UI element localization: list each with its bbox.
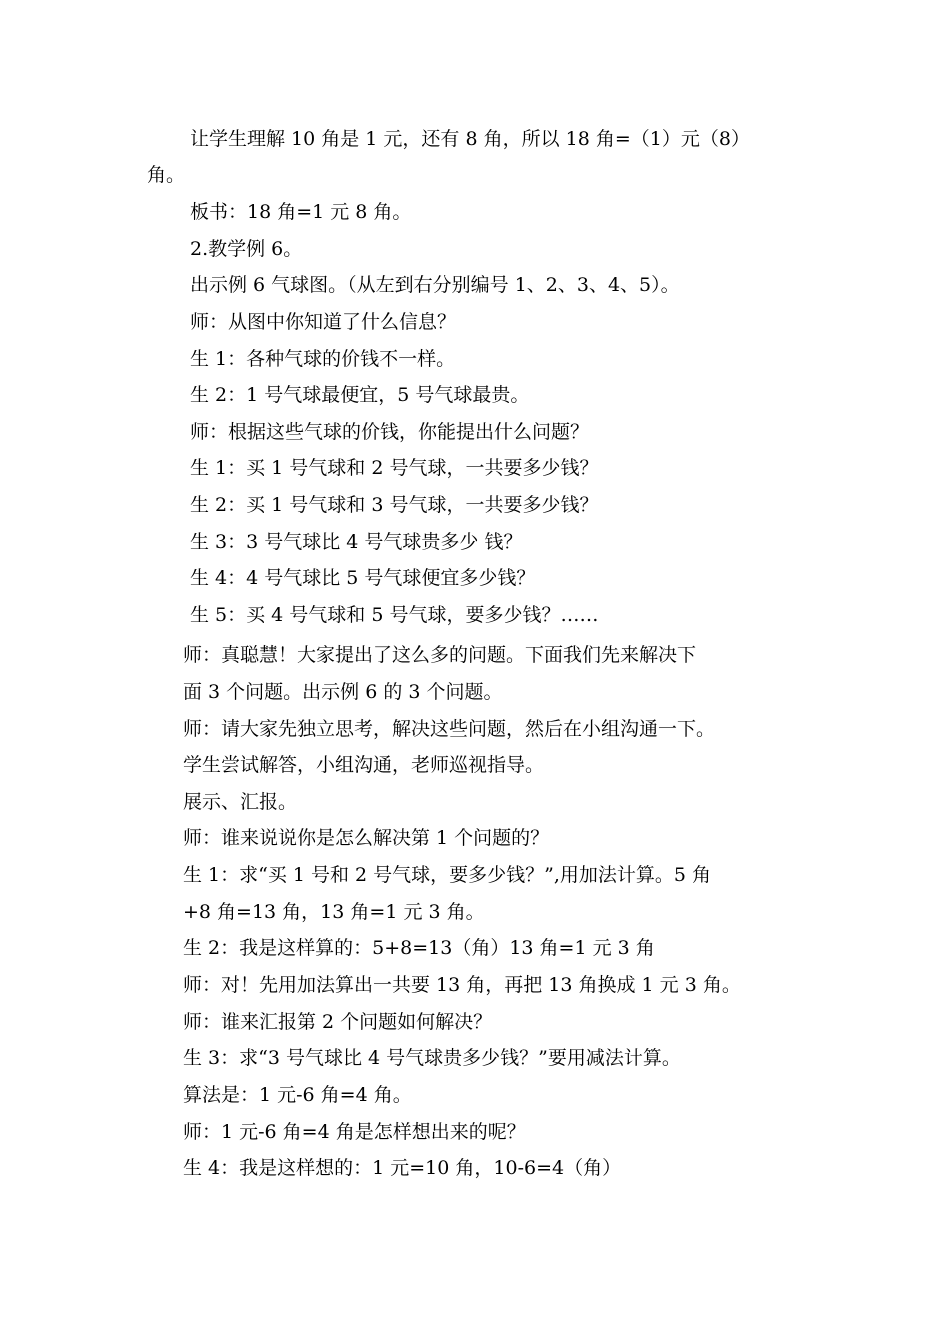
text-line: 板书：18 角=1 元 8 角。 <box>190 201 412 223</box>
text-line: 生 2：买 1 号气球和 3 号气球，一共要多少钱？ <box>190 494 599 516</box>
text-line: 生 1：各种气球的价钱不一样。 <box>190 348 456 370</box>
text-line: 生 3：3 号气球比 4 号气球贵多少 钱？ <box>190 531 523 553</box>
text-line: 学生尝试解答，小组沟通，老师巡视指导。 <box>183 754 545 776</box>
text-line: 生 2：1 号气球最便宜，5 号气球最贵。 <box>190 384 530 406</box>
text-line: 生 4：4 号气球比 5 号气球便宜多少钱？ <box>190 567 536 589</box>
text-line: +8 角=13 角，13 角=1 元 3 角。 <box>183 901 485 923</box>
text-line: 生 3：求“3 号气球比 4 号气球贵多少钱？”要用减法计算。 <box>183 1047 681 1069</box>
text-line: 面 3 个问题。出示例 6 的 3 个问题。 <box>183 681 503 703</box>
text-line: 2.教学例 6。 <box>190 238 303 260</box>
text-line: 师：请大家先独立思考，解决这些问题，然后在小组沟通一下。 <box>183 718 716 740</box>
text-line: 师：对！先用加法算出一共要 13 角，再把 13 角换成 1 元 3 角。 <box>183 974 741 996</box>
text-line: 生 5：买 4 号气球和 5 号气球，要多少钱？…… <box>190 604 599 626</box>
text-line: 师：从图中你知道了什么信息？ <box>190 311 457 333</box>
text-line: 让学生理解 10 角是 1 元，还有 8 角，所以 18 角=（1）元（8） <box>190 128 750 150</box>
text-line: 生 4：我是这样想的：1 元=10 角，10-6=4（角） <box>183 1157 622 1179</box>
text-line: 师：根据这些气球的价钱，你能提出什么问题？ <box>190 421 590 443</box>
text-line: 生 1：买 1 号气球和 2 号气球，一共要多少钱？ <box>190 457 599 479</box>
text-line: 出示例 6 气球图。（从左到右分别编号 1、2、3、4、5）。 <box>190 274 680 296</box>
text-line: 师：真聪慧！大家提出了这么多的问题。下面我们先来解决下 <box>183 644 697 666</box>
text-line: 师：谁来说说你是怎么解决第 1 个问题的？ <box>183 827 550 849</box>
text-line: 生 1：求“买 1 号和 2 号气球，要多少钱？”,用加法计算。5 角 <box>183 864 712 886</box>
text-line: 师：谁来汇报第 2 个问题如何解决？ <box>183 1011 493 1033</box>
text-line: 角。 <box>147 164 186 186</box>
text-line: 展示、汇报。 <box>183 791 298 813</box>
text-line: 生 2：我是这样算的：5+8=13（角）13 角=1 元 3 角 <box>183 937 655 959</box>
text-line: 算法是：1 元-6 角=4 角。 <box>183 1084 412 1106</box>
text-line: 师：1 元-6 角=4 角是怎样想出来的呢？ <box>183 1121 526 1143</box>
